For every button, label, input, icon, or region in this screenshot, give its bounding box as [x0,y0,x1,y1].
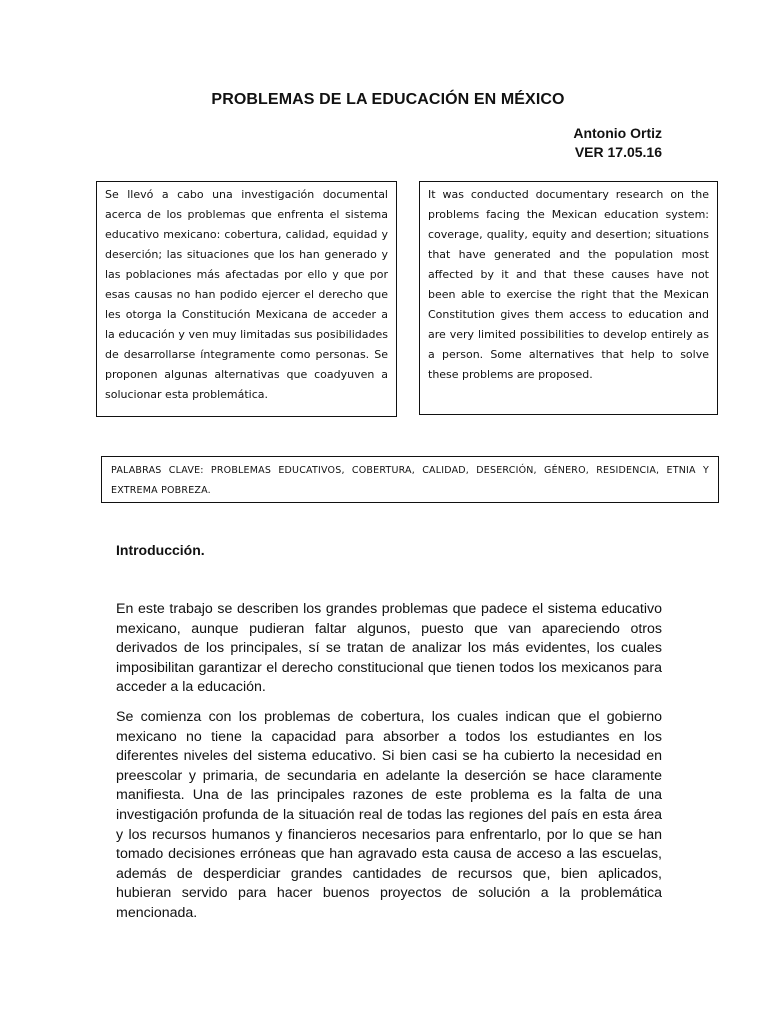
body-paragraph: En este trabajo se describen los grandes problemas que padece el sistema educativo mexicano, aunque pudieran faltar algunos, puesto que van apareciendo otros derivados de los principales, sí se tratan de analizar los más evidentes, los cuales imposibilitan garantizar el derecho constitucional que tienen todos los mexicanos para acceder a la educación. [116,601,662,696]
author-name: Antonio Ortiz [573,125,662,141]
document-version: VER 17.05.16 [574,144,662,160]
document-title: PROBLEMAS DE LA EDUCACIÓN EN MÉXICO [211,91,565,108]
abstract-spanish: Se llevó a cabo una investigación documental acerca de los problemas que enfrenta el sistema educativo mexicano: cobertura, calidad, equidad y deserción; las situaciones que los han generado y las poblaciones más afectadas por ello y que por esas causas no han podido ejercer el derecho que les otorga la Constitución Mexicana de acceder a la educación y ven muy limitadas sus posibilidades de desarrollarse íntegramente como personas. Se proponen algunas alternativas que coadyuven a solucionar esta problemática. [96,181,397,417]
abstract-english: It was conducted documentary research on the problems facing the Mexican education system: coverage, quality, equity and desertion; situations that have generated and the population most affected by it and that these causes have not been able to exercise the right that the Mexican Constitution gives them access to education and are very limited possibilities to develop entirely as a person. Some alternatives that help to solve these problems are proposed. [419,181,718,415]
keywords-box: PALABRAS CLAVE: PROBLEMAS EDUCATIVOS, COBERTURA, CALIDAD, DESERCIÓN, GÉNERO, RESIDENCIA, ETNIA Y EXTREMA POBREZA. [101,456,719,503]
section-heading-introduction: Introducción. [116,542,205,558]
author-block [573,124,662,162]
body-paragraph: Se comienza con los problemas de cobertura, los cuales indican que el gobierno mexicano no tiene la capacidad para absorber a todos los estudiantes en los diferentes niveles del sistema educativo. Si bien casi se ha cubierto la necesidad en preescolar y primaria, de secundaria en adelante la deserción se hace claramente manifiesta. Una de las principales razones de este problema es la falta de una investigación profunda de la situación real de todas las regiones del país en esta área y los recursos humanos y financieros necesarios para enfrentarlo, por lo que se han tomado decisiones erróneas que han agravado esta causa de acceso a las escuelas, además de desperdiciar grandes cantidades de recursos que, bien aplicados, hubieran servido para hacer buenos proyectos de solución a la problemática mencionada. [116,709,662,921]
